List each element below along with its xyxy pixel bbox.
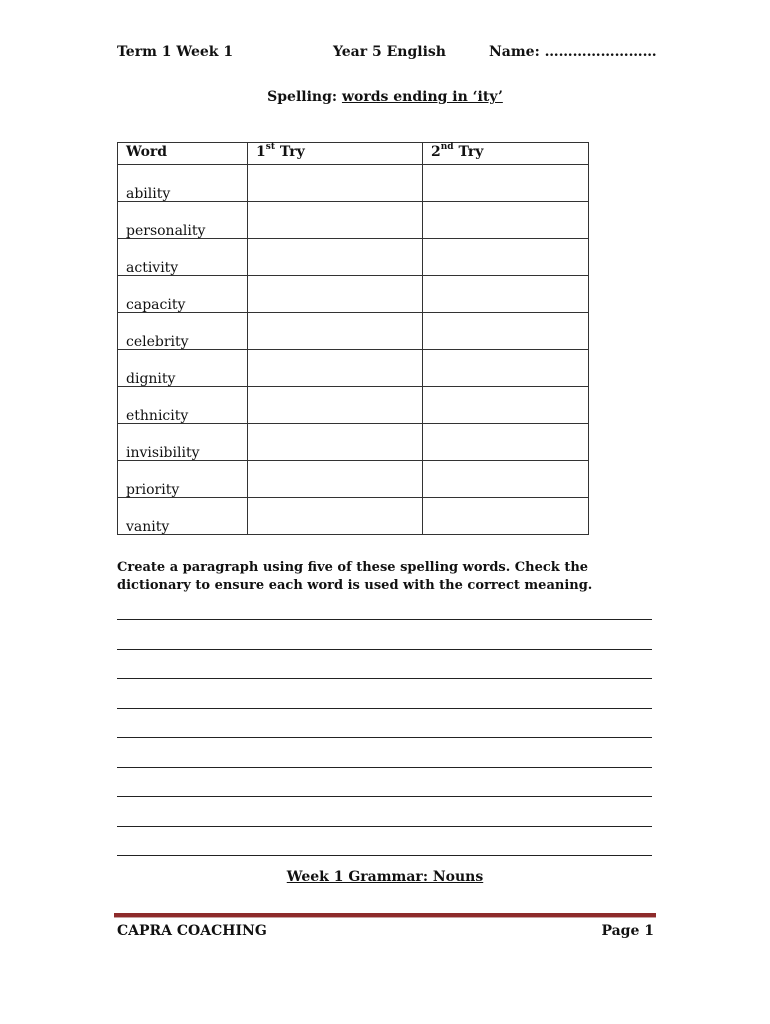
- first-try-text: Try: [274, 144, 305, 160]
- col-header-second-try: [423, 143, 589, 165]
- page-title: [0, 89, 770, 105]
- title-prefix: Spelling:: [267, 89, 342, 105]
- first-try-cell[interactable]: [248, 461, 423, 498]
- paragraph-instructions: Create a paragraph using five of these spelling words. Check the dictionary to ensure each word is used with the correct meaning.: [117, 560, 593, 593]
- second-try-cell[interactable]: [423, 313, 589, 350]
- second-try-cell[interactable]: [423, 239, 589, 276]
- spelling-word: ability: [126, 186, 171, 202]
- word-cell: [118, 461, 248, 498]
- second-try-cell[interactable]: [423, 498, 589, 535]
- first-try-sup: st: [265, 142, 275, 153]
- writing-line[interactable]: [117, 708, 652, 709]
- second-try-cell[interactable]: [423, 165, 589, 202]
- grammar-heading: Week 1 Grammar: Nouns: [286, 869, 484, 885]
- word-cell: [118, 498, 248, 535]
- spelling-word: celebrity: [126, 334, 189, 350]
- table-header-row: [118, 143, 589, 165]
- title-topic: words ending in ‘ity’: [341, 89, 503, 105]
- table-row: [118, 387, 589, 424]
- page-header: [0, 44, 770, 64]
- table-row: [118, 350, 589, 387]
- spelling-word: invisibility: [126, 445, 200, 461]
- first-try-cell[interactable]: [248, 202, 423, 239]
- writing-lines[interactable]: [117, 619, 652, 885]
- table-row: [118, 498, 589, 535]
- first-try-cell[interactable]: [248, 313, 423, 350]
- second-try-num: 2: [431, 144, 441, 160]
- writing-line[interactable]: [117, 678, 652, 679]
- word-cell: [118, 387, 248, 424]
- table-row: [118, 239, 589, 276]
- table-row: [118, 461, 589, 498]
- spelling-word: capacity: [126, 297, 186, 313]
- spelling-table: [117, 142, 589, 535]
- page-number: Page 1: [601, 923, 654, 939]
- footer-brand: CAPRA COACHING: [117, 923, 267, 939]
- table-row: [118, 276, 589, 313]
- writing-line[interactable]: [117, 767, 652, 768]
- table-row: [118, 165, 589, 202]
- word-cell: [118, 239, 248, 276]
- writing-line[interactable]: [117, 737, 652, 738]
- word-cell: [118, 202, 248, 239]
- name-field-label: Name: ……………………: [489, 44, 657, 60]
- spelling-word: ethnicity: [126, 408, 189, 424]
- word-cell: [118, 313, 248, 350]
- second-try-cell[interactable]: [423, 387, 589, 424]
- second-try-text: Try: [453, 144, 484, 160]
- second-try-cell[interactable]: [423, 350, 589, 387]
- writing-line[interactable]: [117, 796, 652, 797]
- word-cell: [118, 276, 248, 313]
- word-cell: [118, 350, 248, 387]
- writing-line[interactable]: [117, 826, 652, 827]
- first-try-cell[interactable]: [248, 350, 423, 387]
- first-try-cell[interactable]: [248, 165, 423, 202]
- col-header-word: Word: [118, 143, 248, 165]
- writing-line[interactable]: [117, 619, 652, 620]
- spelling-word: dignity: [126, 371, 176, 387]
- spelling-word: priority: [126, 482, 180, 498]
- second-try-cell[interactable]: [423, 202, 589, 239]
- second-try-cell[interactable]: [423, 276, 589, 313]
- col-header-first-try: [248, 143, 423, 165]
- table-row: [118, 313, 589, 350]
- footer-divider: [114, 913, 656, 918]
- year-label: Year 5 English: [333, 44, 446, 60]
- spelling-word: activity: [126, 260, 179, 276]
- first-try-cell[interactable]: [248, 276, 423, 313]
- first-try-cell[interactable]: [248, 239, 423, 276]
- second-try-cell[interactable]: [423, 461, 589, 498]
- first-try-num: 1: [256, 144, 266, 160]
- first-try-cell[interactable]: [248, 387, 423, 424]
- first-try-cell[interactable]: [248, 424, 423, 461]
- second-try-cell[interactable]: [423, 424, 589, 461]
- second-try-sup: nd: [440, 142, 454, 153]
- word-cell: [118, 165, 248, 202]
- spelling-word: vanity: [126, 519, 170, 535]
- writing-line[interactable]: [117, 649, 652, 650]
- table-row: [118, 202, 589, 239]
- writing-line[interactable]: [117, 855, 652, 856]
- spelling-word: personality: [126, 223, 206, 239]
- word-cell: [118, 424, 248, 461]
- first-try-cell[interactable]: [248, 498, 423, 535]
- term-label: Term 1 Week 1: [117, 44, 234, 60]
- table-row: [118, 424, 589, 461]
